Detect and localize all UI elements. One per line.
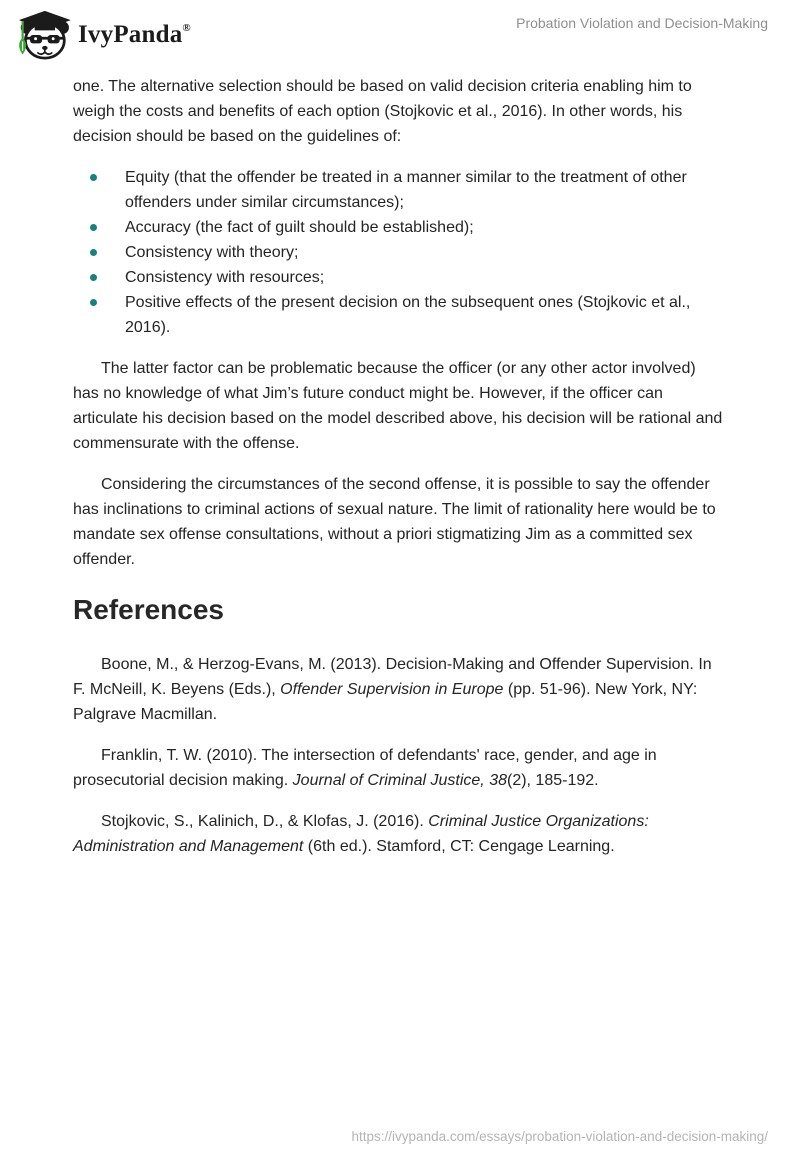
- registered-trademark-icon: ®: [182, 22, 191, 34]
- references-heading: References: [73, 594, 224, 625]
- paragraph-latter-factor: The latter factor can be problematic because the officer (or any other actor involved) has no knowledge of what Jim’s future conduct might be. However, if the officer can articulate his decision based on the model described above, his decision will be rational and commensurate with the offense.: [73, 360, 723, 452]
- reference-entry-franklin: [73, 743, 725, 793]
- brand-name: IvyPanda: [78, 21, 183, 48]
- reference-italic-title: Journal of Criminal Justice, 38: [292, 772, 507, 789]
- list-item-accuracy: Accuracy (the fact of guilt should be established);: [73, 215, 725, 240]
- essay-content: [73, 74, 725, 859]
- list-item-consistency-theory: Consistency with theory;: [73, 240, 725, 265]
- reference-text: Stojkovic, S., Kalinich, D., & Klofas, J. (2016).: [101, 813, 429, 830]
- reference-entry-stojkovic: [73, 809, 725, 859]
- document-title: Probation Violation and Decision-Making: [516, 15, 768, 31]
- reference-italic-title: Offender Supervision in Europe: [280, 681, 504, 698]
- page-header: [0, 0, 800, 62]
- list-item-consistency-resources: Consistency with resources;: [73, 265, 725, 290]
- panda-graduate-icon: [14, 10, 72, 60]
- paragraph-continuation: one. The alternative selection should be based on valid decision criteria enabling him to weigh the costs and benefits of each option (Stojkovic et al., 2016). In other words, his decision should be based on the guidelines of:: [73, 78, 692, 145]
- reference-italic-title: Criminal Justice Organizations: Administration and Management: [73, 813, 649, 855]
- reference-entry-boone: [73, 652, 725, 727]
- reference-text: Franklin, T. W. (2010). The intersection of defendants' race, gender, and age in prosecutorial decision making.: [73, 747, 657, 789]
- ivypanda-logo[interactable]: [14, 10, 191, 60]
- list-item-positive-effects: Positive effects of the present decision on the subsequent ones (Stojkovic et al., 2016).: [73, 290, 725, 340]
- reference-text: (2), 185-192.: [506, 772, 599, 789]
- source-url-link[interactable]: https://ivypanda.com/essays/probation-violation-and-decision-making/: [351, 1129, 768, 1144]
- guidelines-list: [73, 165, 725, 340]
- page-footer: [352, 1129, 768, 1144]
- list-item-equity: Equity (that the offender be treated in a manner similar to the treatment of other offenders under similar circumstances);: [73, 165, 725, 215]
- paragraph-second-offense: Considering the circumstances of the second offense, it is possible to say the offender has inclinations to criminal actions of sexual nature. The limit of rationality here would be to mandate sex offense consultations, without a priori stigmatizing Jim as a committed sex offender.: [73, 476, 716, 568]
- reference-text: (pp. 51-96). New York, NY: Palgrave Macmillan.: [73, 681, 698, 723]
- reference-text: Boone, M., & Herzog-Evans, M. (2013). Decision-Making and Offender Supervision. In F. McNeill, K. Beyens (Eds.),: [73, 656, 712, 698]
- reference-text: (6th ed.). Stamford, CT: Cengage Learning.: [303, 838, 615, 855]
